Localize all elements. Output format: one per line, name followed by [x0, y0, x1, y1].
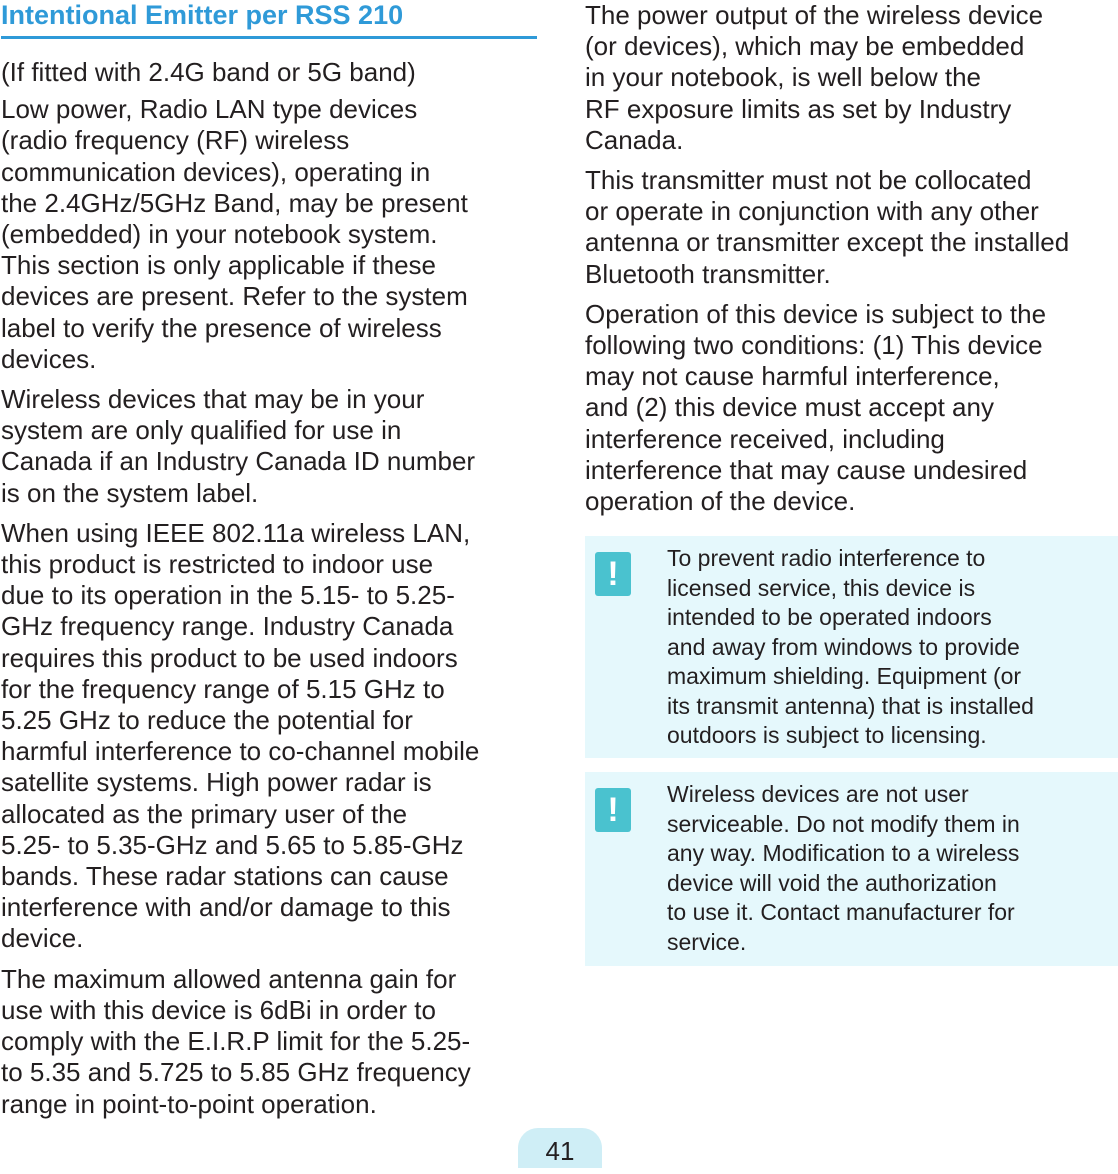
paragraph-band-note: (If fitted with 2.4G band or 5G band) — [1, 57, 416, 87]
section-title: Intentional Emitter per RSS 210 — [1, 0, 404, 30]
paragraph-power-output: The power output of the wireless device (or devices), which may be embedded in your notebook, is well below the RF exposure limits as set by Industry Canada. — [585, 0, 1044, 155]
title-underline — [1, 36, 537, 39]
paragraph-collocation: This transmitter must not be collocated or operate in conjunction with any other antenna or transmitter except the installed Bluetooth transmitter. — [585, 165, 1070, 289]
left-column — [1, 0, 541, 1129]
paragraph-ieee-80211a: When using IEEE 802.11a wireless LAN, this product is restricted to indoor use due to its operation in the 5.15- to 5.25- GHz frequency range. Industry Canada requires this product to be used indoors for the frequency range of 5.15 GHz to 5.25 GHz to reduce the potential for harmful interference to co-channel mobile satellite systems. High power radar is allocated as the primary user of the 5.25- to 5.35-GHz and 5.65 to 5.85-GHz bands. These radar stations can cause interference with and/or damage to this device. — [1, 517, 480, 954]
paragraph-conditions: Operation of this device is subject to the following two conditions: (1) This device may not cause harmful interference, and (2) this device must accept any interference received, including interference that may cause undesired operation of the device. — [585, 298, 1047, 517]
exclamation-icon: ! — [595, 788, 631, 832]
caution-note-text: Wireless devices are not user serviceable. Do not modify them in any way. Modification to a wireless device will void the authorization to use it. Contact manufacturer for service. — [667, 781, 1020, 955]
caution-note-text: To prevent radio interference to licensed service, this device is intended to be operated indoors and away from windows to provide maximum shielding. Equipment (or its transmit antenna) that is installed outdoors is subject to licensing. — [667, 545, 1034, 748]
paragraph-canada-qualification: Wireless devices that may be in your system are only qualified for use in Canada if an Industry Canada ID number is on the system label. — [1, 384, 476, 508]
page-number: 41 — [518, 1128, 602, 1168]
exclamation-icon: ! — [595, 552, 631, 596]
paragraph-low-power-devices: Low power, Radio LAN type devices (radio frequency (RF) wireless communication devices), operating in the 2.4GHz/5GHz Band, may be present (embedded) in your notebook system. This section is only applicable if these devices are present. Refer to the system label to verify the presence of wireless devices. — [1, 94, 468, 374]
caution-note-not-serviceable — [585, 772, 1118, 966]
paragraph-antenna-gain: The maximum allowed antenna gain for use with this device is 6dBi in order to comply with the E.I.R.P limit for the 5.25- to 5.35 and 5.725 to 5.85 GHz frequency range in point-to-point operation. — [1, 963, 471, 1119]
right-column — [585, 0, 1118, 955]
caution-note-indoor-use — [585, 536, 1118, 758]
